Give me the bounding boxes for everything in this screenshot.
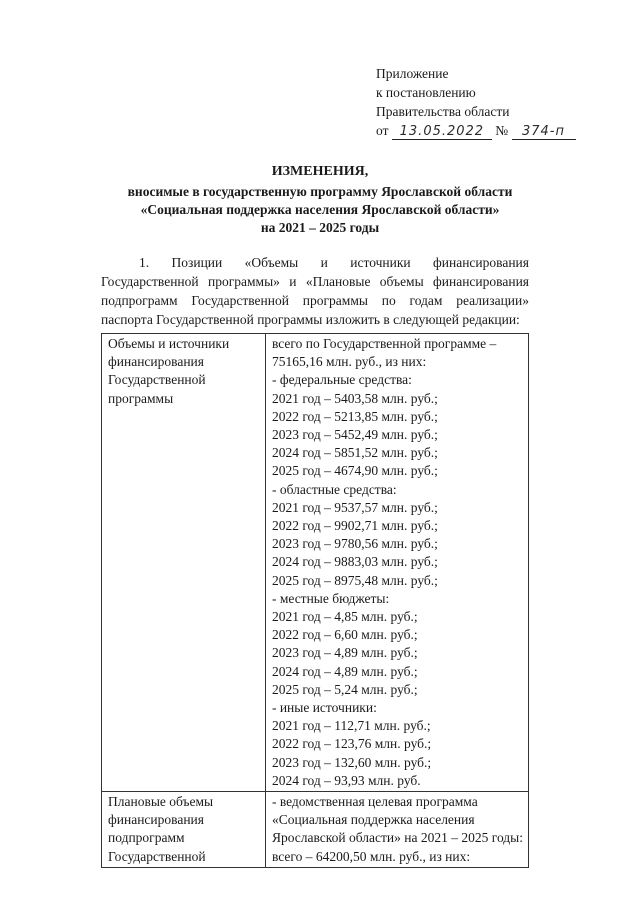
row-label-line: Государственной (108, 848, 206, 864)
row-content-line: - местные бюджеты: (271, 590, 390, 606)
row-content-line: 2021 год – 9537,57 млн. руб.; (271, 499, 438, 515)
row-content-line: 2022 год – 123,76 млн. руб.; (271, 736, 432, 752)
row-label-cell (102, 334, 266, 792)
row-content-line: 2023 год – 132,60 млн. руб.; (271, 754, 432, 770)
appendix-line-2: к постановлению (376, 85, 476, 100)
row-content-line: 2023 год – 4,89 млн. руб.; (271, 645, 418, 661)
document-heading (0, 163, 640, 237)
appendix-block (376, 64, 576, 140)
table-row (102, 792, 529, 868)
row-content-line: 75165,16 млн. руб., из них: (271, 354, 427, 370)
row-content-line: - федеральные средства: (271, 372, 412, 388)
row-content-line: 2025 год – 8975,48 млн. руб.; (271, 572, 438, 588)
heading-title: ИЗМЕНЕНИЯ, (271, 164, 369, 179)
row-content-line: - ведомственная целевая программа (271, 794, 478, 810)
row-content-line: 2024 год – 5851,52 млн. руб.; (271, 445, 438, 461)
row-label-line: Государственной (108, 372, 206, 388)
from-label: от (376, 123, 389, 138)
passport-table-body (102, 334, 529, 868)
row-label-line: программы (108, 390, 174, 406)
row-content-line: Ярославской области» на 2021 – 2025 годы: (271, 830, 523, 846)
appendix-line-3: Правительства области (376, 104, 510, 119)
row-content-line: 2021 год – 5403,58 млн. руб.; (271, 390, 438, 406)
row-content-line: 2022 год – 5213,85 млн. руб.; (271, 408, 438, 424)
row-content-line: «Социальная поддержка населения (271, 812, 475, 828)
row-label-line: подпрограмм (108, 830, 185, 846)
row-content-line: 2024 год – 93,93 млн. руб. (271, 772, 421, 788)
row-content-line: 2021 год – 4,85 млн. руб.; (271, 609, 418, 625)
row-content-line: 2025 год – 5,24 млн. руб.; (271, 681, 418, 697)
row-label-cell (102, 792, 266, 868)
handwritten-date: 13.05.2022 (392, 124, 492, 140)
body-paragraph (101, 253, 529, 329)
handwritten-number: 374-п (512, 124, 576, 140)
row-label-line: финансирования (108, 812, 204, 828)
row-label-line: финансирования (108, 354, 204, 370)
heading-subtitle-2: «Социальная поддержка населения Ярославской области» (140, 202, 500, 217)
table-row (102, 334, 529, 792)
row-content-line: 2024 год – 4,89 млн. руб.; (271, 663, 418, 679)
row-content-line: 2022 год – 6,60 млн. руб.; (271, 627, 418, 643)
appendix-line-1: Приложение (376, 66, 449, 81)
appendix-date-line (376, 121, 576, 140)
row-content-line: 2023 год – 9780,56 млн. руб.; (271, 536, 438, 552)
passport-table (101, 333, 529, 868)
row-content-line: всего по Государственной программе – (271, 336, 497, 351)
row-content-cell (265, 334, 528, 792)
row-content-line: 2021 год – 112,71 млн. руб.; (271, 718, 431, 734)
number-label: № (495, 123, 509, 138)
row-content-line: 2024 год – 9883,03 млн. руб.; (271, 554, 438, 570)
row-content-line: - иные источники: (271, 700, 377, 716)
row-label-line: Плановые объемы (108, 794, 214, 810)
row-content-line: 2023 год – 5452,49 млн. руб.; (271, 427, 438, 443)
row-content-line: - областные средства: (271, 481, 397, 497)
row-label-line: Объемы и источники (108, 336, 230, 351)
heading-subtitle-3: на 2021 – 2025 годы (260, 220, 380, 235)
row-content-line: всего – 64200,50 млн. руб., из них: (271, 848, 471, 864)
row-content-cell (265, 792, 528, 868)
row-content-line: 2025 год – 4674,90 млн. руб.; (271, 463, 438, 479)
row-content-line: 2022 год – 9902,71 млн. руб.; (271, 518, 438, 534)
paragraph-text: 1. Позиции «Объемы и источники финансирования Государственной программы» и «Плановые объемы финансирования подпрограмм Государственной программы по годам реализации» паспорта Государственной программы изложить в следующей редакции: (101, 255, 529, 327)
heading-subtitle-1: вносимые в государственную программу Ярославской области (127, 184, 513, 199)
